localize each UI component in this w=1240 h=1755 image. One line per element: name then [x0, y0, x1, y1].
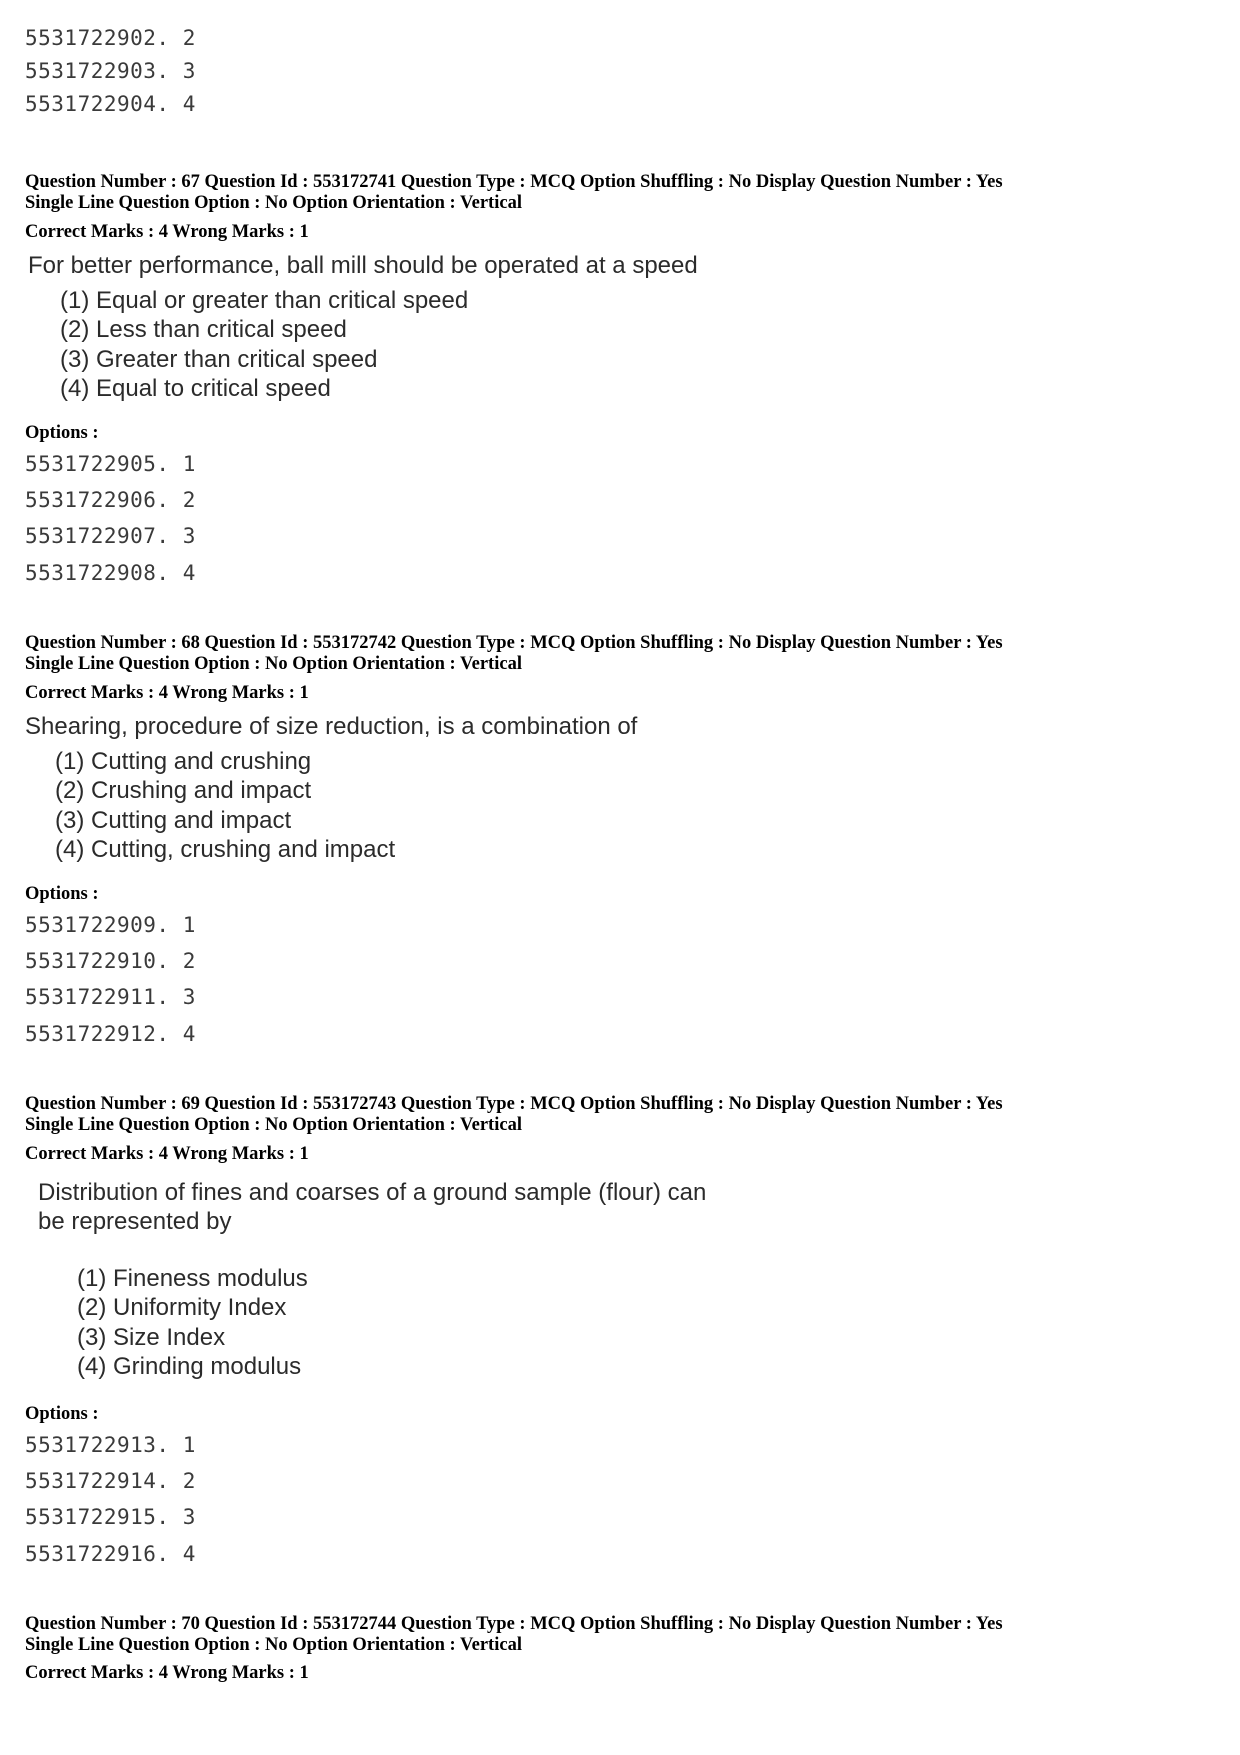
- question-text: For better performance, ball mill should be operated at a speed: [28, 252, 698, 279]
- question-choice: (4) Grinding modulus: [77, 1353, 302, 1380]
- option-line: 5531722902. 2: [25, 26, 196, 50]
- option-line: 5531722910. 2: [25, 949, 196, 973]
- question-text: Distribution of fines and coarses of a ground sample (flour) can: [38, 1179, 707, 1206]
- question-meta-line: Question Number : 68 Question Id : 553172742 Question Type : MCQ Option Shuffling : No Display Question Number : Yes: [25, 633, 1003, 653]
- question-meta-line: Single Line Question Option : No Option Orientation : Vertical: [25, 1635, 522, 1655]
- question-choice: (1) Equal or greater than critical speed: [60, 287, 469, 314]
- question-text: Shearing, procedure of size reduction, is a combination of: [25, 713, 638, 740]
- option-line: 5531722908. 4: [25, 561, 196, 585]
- question-choice: (2) Less than critical speed: [60, 316, 347, 343]
- question-choice: (3) Size Index: [77, 1324, 226, 1351]
- question-choice: (1) Fineness modulus: [77, 1265, 308, 1292]
- question-marks: Correct Marks : 4 Wrong Marks : 1: [25, 683, 309, 703]
- question-meta-line: Single Line Question Option : No Option Orientation : Vertical: [25, 193, 522, 213]
- option-line: 5531722912. 4: [25, 1022, 196, 1046]
- options-label: Options :: [25, 884, 99, 904]
- question-marks: Correct Marks : 4 Wrong Marks : 1: [25, 1144, 309, 1164]
- question-meta-line: Single Line Question Option : No Option Orientation : Vertical: [25, 654, 522, 674]
- question-marks: Correct Marks : 4 Wrong Marks : 1: [25, 1663, 309, 1683]
- option-line: 5531722906. 2: [25, 488, 196, 512]
- question-marks: Correct Marks : 4 Wrong Marks : 1: [25, 222, 309, 242]
- question-choice: (2) Crushing and impact: [55, 777, 312, 804]
- option-line: 5531722905. 1: [25, 452, 196, 476]
- question-choice: (4) Cutting, crushing and impact: [55, 836, 396, 863]
- option-line: 5531722916. 4: [25, 1542, 196, 1566]
- options-label: Options :: [25, 423, 99, 443]
- question-choice: (2) Uniformity Index: [77, 1294, 287, 1321]
- question-text: be represented by: [38, 1208, 232, 1235]
- question-choice: (4) Equal to critical speed: [60, 375, 331, 402]
- option-line: 5531722907. 3: [25, 524, 196, 548]
- question-choice: (3) Greater than critical speed: [60, 346, 378, 373]
- question-meta-line: Question Number : 69 Question Id : 553172743 Question Type : MCQ Option Shuffling : No Display Question Number : Yes: [25, 1094, 1003, 1114]
- options-label: Options :: [25, 1404, 99, 1424]
- question-meta-line: Question Number : 67 Question Id : 553172741 Question Type : MCQ Option Shuffling : No Display Question Number : Yes: [25, 172, 1003, 192]
- option-line: 5531722914. 2: [25, 1469, 196, 1493]
- question-meta-line: Question Number : 70 Question Id : 553172744 Question Type : MCQ Option Shuffling : No Display Question Number : Yes: [25, 1614, 1003, 1634]
- option-line: 5531722909. 1: [25, 913, 196, 937]
- question-meta-line: Single Line Question Option : No Option Orientation : Vertical: [25, 1115, 522, 1135]
- option-line: 5531722904. 4: [25, 92, 196, 116]
- question-choice: (3) Cutting and impact: [55, 807, 292, 834]
- option-line: 5531722903. 3: [25, 59, 196, 83]
- option-line: 5531722915. 3: [25, 1505, 196, 1529]
- question-choice: (1) Cutting and crushing: [55, 748, 312, 775]
- option-line: 5531722911. 3: [25, 985, 196, 1009]
- option-line: 5531722913. 1: [25, 1433, 196, 1457]
